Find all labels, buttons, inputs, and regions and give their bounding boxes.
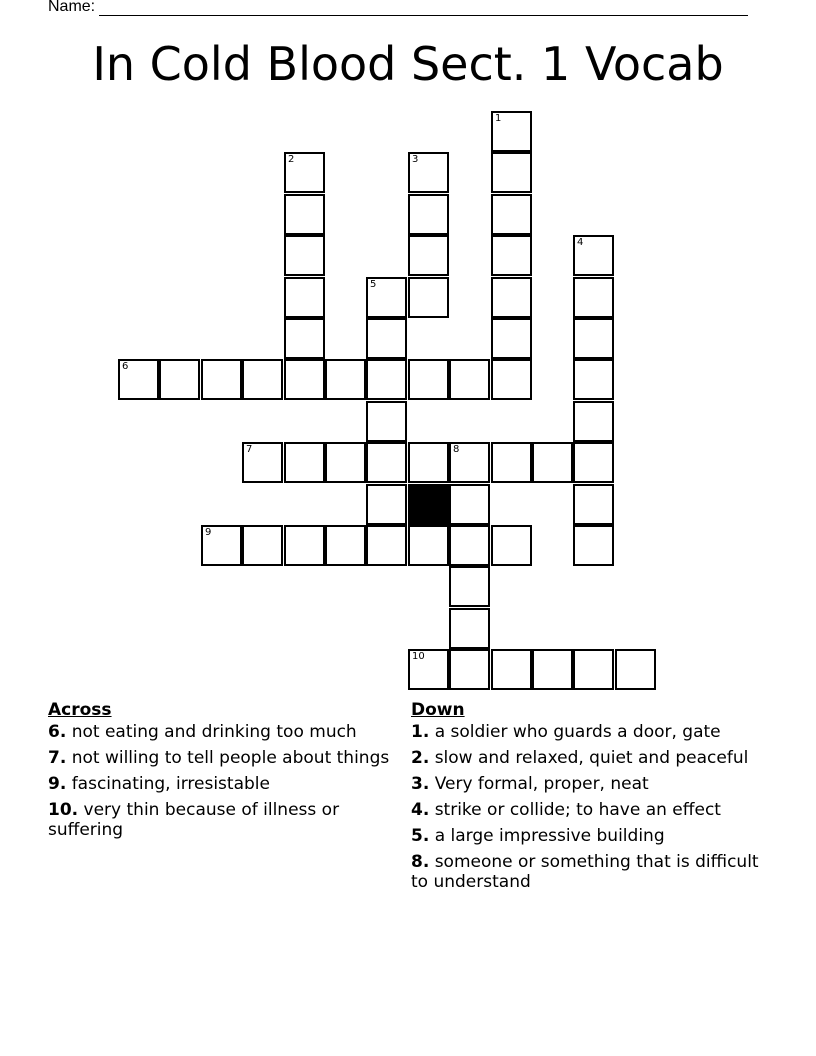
grid-cell[interactable] — [201, 525, 242, 566]
clue-item — [48, 748, 396, 768]
clue-num: 9. — [48, 774, 67, 794]
grid-cell[interactable] — [491, 442, 532, 483]
clue-text: Very formal, proper, neat — [429, 774, 649, 794]
name-label: Name: — [48, 0, 96, 15]
grid-cell[interactable] — [491, 525, 532, 566]
grid-cell[interactable] — [615, 649, 656, 690]
grid-cell[interactable] — [573, 525, 614, 566]
down-clues — [411, 700, 761, 898]
grid-cell[interactable] — [491, 277, 532, 318]
grid-cell[interactable] — [573, 401, 614, 442]
clue-item — [48, 774, 396, 794]
grid-cell[interactable] — [242, 359, 283, 400]
grid-cell[interactable] — [284, 235, 325, 276]
grid-cell[interactable] — [201, 359, 242, 400]
grid-cell[interactable] — [284, 194, 325, 235]
grid-cell[interactable] — [366, 401, 407, 442]
grid-cell[interactable] — [408, 525, 449, 566]
down-list — [411, 722, 761, 892]
black-square — [408, 484, 449, 525]
grid-cell[interactable] — [573, 318, 614, 359]
across-list — [48, 722, 396, 840]
clue-text: slow and relaxed, quiet and peaceful — [429, 748, 749, 768]
grid-cell[interactable] — [491, 194, 532, 235]
grid-cell[interactable] — [449, 566, 490, 607]
grid-cell[interactable] — [325, 525, 366, 566]
grid-cell[interactable] — [573, 359, 614, 400]
clue-num: 2. — [411, 748, 430, 768]
grid-cell[interactable] — [449, 442, 490, 483]
grid-cell[interactable] — [284, 152, 325, 193]
clue-num: 5. — [411, 826, 430, 846]
grid-cell[interactable] — [573, 277, 614, 318]
grid-cell[interactable] — [159, 359, 200, 400]
clue-item — [411, 748, 761, 768]
clue-number: 6 — [122, 361, 129, 372]
clue-num: 1. — [411, 722, 430, 742]
clue-number: 2 — [288, 154, 295, 165]
clue-num: 7. — [48, 748, 67, 768]
clue-text: not willing to tell people about things — [66, 748, 390, 768]
clue-text: strike or collide; to have an effect — [429, 800, 721, 820]
clue-item — [411, 826, 761, 846]
grid-cell[interactable] — [449, 525, 490, 566]
clue-num: 6. — [48, 722, 67, 742]
grid-cell[interactable] — [532, 649, 573, 690]
clue-number: 8 — [453, 444, 460, 455]
grid-cell[interactable] — [284, 442, 325, 483]
grid-cell[interactable] — [325, 442, 366, 483]
grid-cell[interactable] — [242, 525, 283, 566]
clue-num: 3. — [411, 774, 430, 794]
grid-cell[interactable] — [449, 608, 490, 649]
grid-cell[interactable] — [408, 235, 449, 276]
grid-cell[interactable] — [366, 318, 407, 359]
grid-cell[interactable] — [408, 649, 449, 690]
clue-text: a soldier who guards a door, gate — [429, 722, 721, 742]
clue-number: 4 — [577, 237, 584, 248]
clue-num: 4. — [411, 800, 430, 820]
clue-item — [48, 800, 396, 840]
grid-cell[interactable] — [573, 235, 614, 276]
clue-num: 8. — [411, 852, 430, 872]
clue-number: 5 — [370, 279, 377, 290]
across-clues — [48, 700, 396, 846]
grid-cell[interactable] — [242, 442, 283, 483]
clue-text: a large impressive building — [429, 826, 665, 846]
down-heading: Down — [411, 700, 465, 720]
grid-cell[interactable] — [491, 111, 532, 152]
clue-item — [411, 774, 761, 794]
grid-cell[interactable] — [449, 649, 490, 690]
grid-cell[interactable] — [491, 318, 532, 359]
grid-cell[interactable] — [284, 525, 325, 566]
clue-text: fascinating, irresistable — [66, 774, 270, 794]
clue-text: someone or something that is difficult to understand — [411, 852, 759, 892]
grid-cell[interactable] — [366, 277, 407, 318]
grid-cell[interactable] — [408, 277, 449, 318]
across-heading: Across — [48, 700, 112, 720]
grid-cell[interactable] — [491, 359, 532, 400]
clue-number: 1 — [495, 113, 502, 124]
clue-item — [411, 800, 761, 820]
grid-cell[interactable] — [491, 649, 532, 690]
grid-cell[interactable] — [366, 359, 407, 400]
clue-num: 10. — [48, 800, 79, 820]
clue-item — [48, 722, 396, 742]
grid-cell[interactable] — [366, 442, 407, 483]
grid-cell[interactable] — [573, 484, 614, 525]
grid-cell[interactable] — [573, 442, 614, 483]
grid-cell[interactable] — [408, 442, 449, 483]
grid-cell[interactable] — [284, 318, 325, 359]
grid-cell[interactable] — [118, 359, 159, 400]
clue-item — [411, 852, 761, 892]
grid-cell[interactable] — [366, 484, 407, 525]
clue-number: 9 — [205, 527, 212, 538]
grid-cell[interactable] — [284, 277, 325, 318]
clue-text: very thin because of illness or suffering — [48, 800, 340, 840]
clue-number: 7 — [246, 444, 253, 455]
clue-number: 10 — [412, 651, 425, 662]
grid-cell[interactable] — [449, 484, 490, 525]
grid-cell[interactable] — [408, 359, 449, 400]
grid-cell[interactable] — [408, 194, 449, 235]
grid-cell[interactable] — [491, 152, 532, 193]
grid-cell[interactable] — [408, 152, 449, 193]
clue-number: 3 — [412, 154, 419, 165]
grid-cell[interactable] — [573, 649, 614, 690]
page-title: In Cold Blood Sect. 1 Vocab — [92, 37, 724, 91]
grid-cell[interactable] — [325, 359, 366, 400]
clue-item — [411, 722, 761, 742]
grid-cell[interactable] — [449, 359, 490, 400]
clue-text: not eating and drinking too much — [66, 722, 357, 742]
grid-cell[interactable] — [284, 359, 325, 400]
grid-cell[interactable] — [532, 442, 573, 483]
grid-cell[interactable] — [366, 525, 407, 566]
grid-cell[interactable] — [491, 235, 532, 276]
